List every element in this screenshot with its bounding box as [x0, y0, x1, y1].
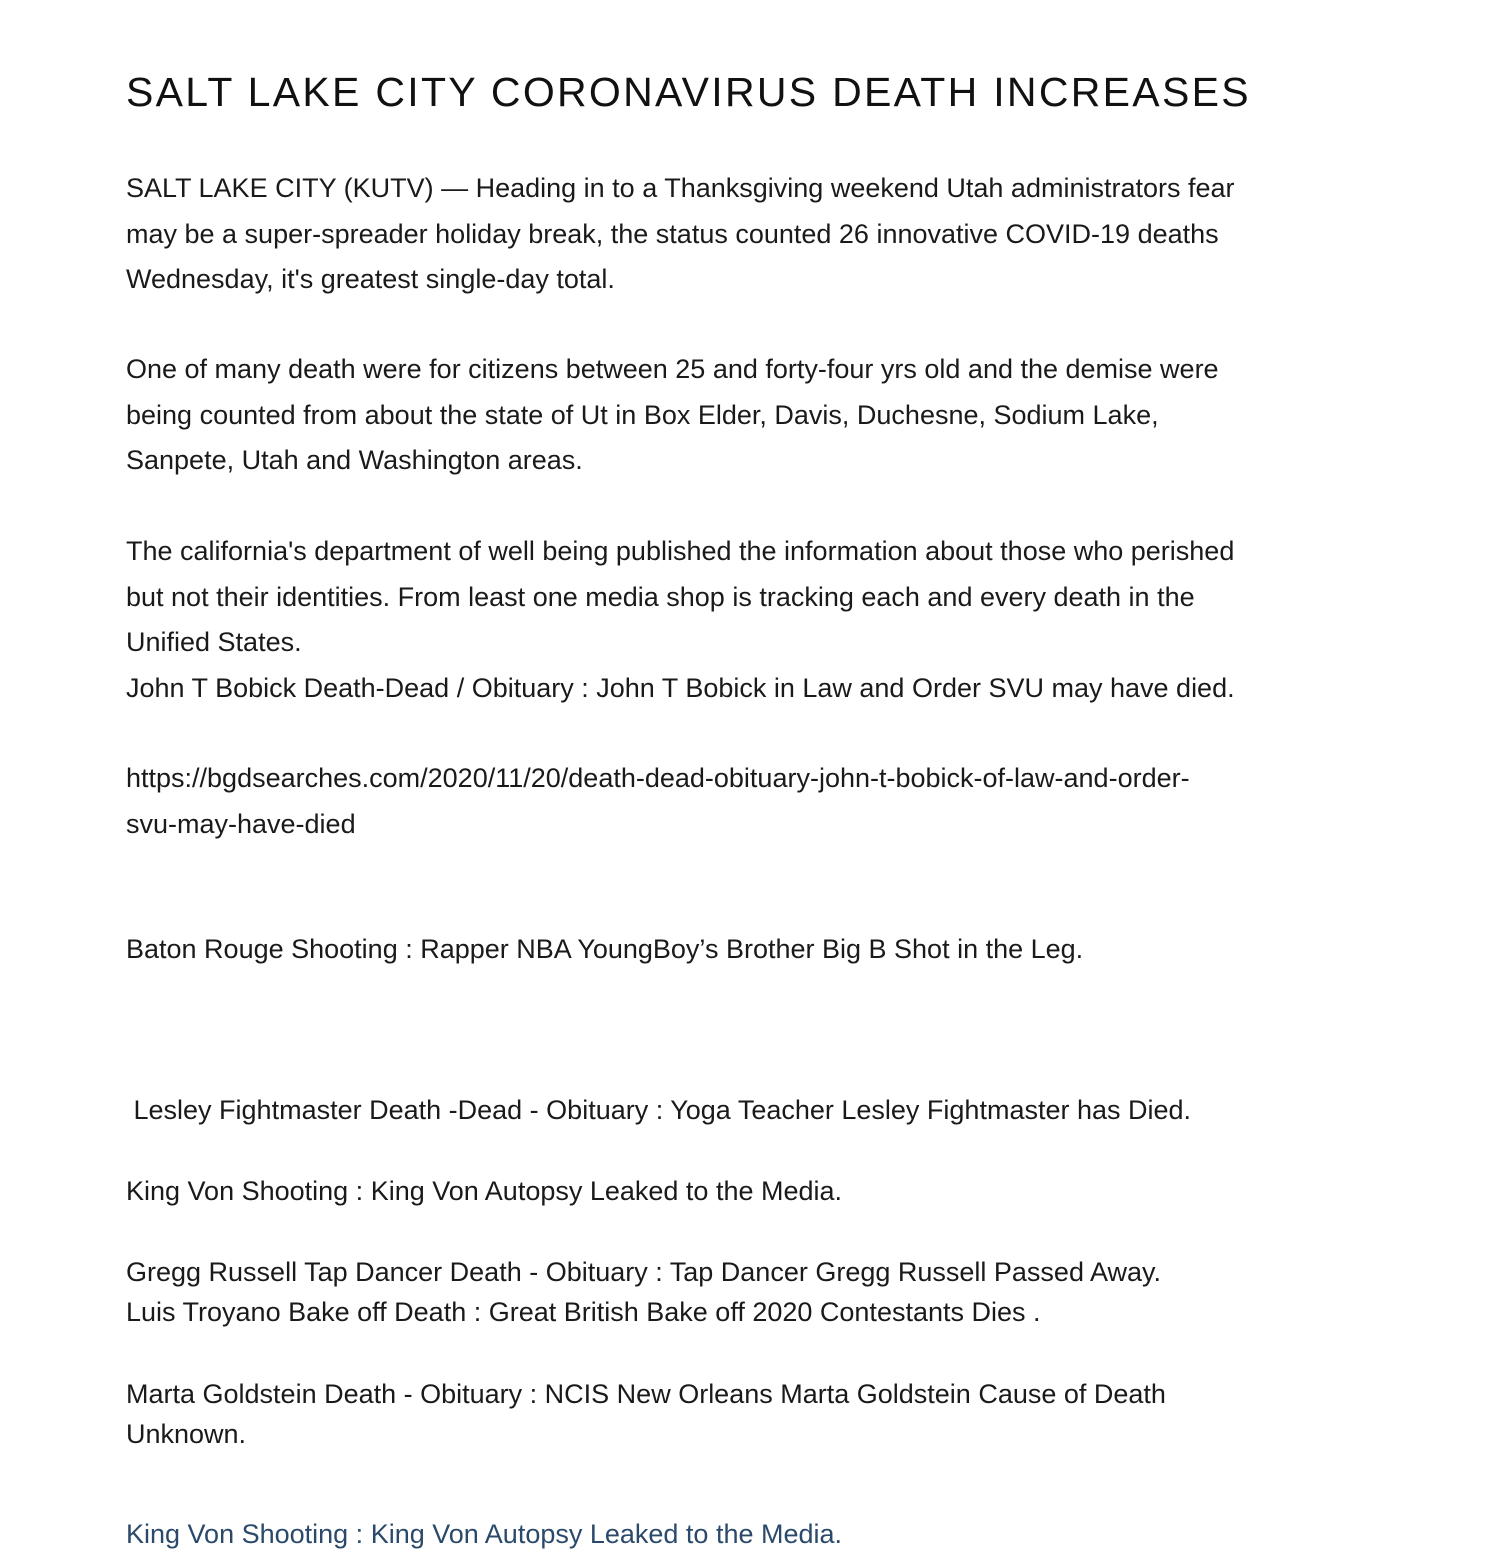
paragraph-2-line: being counted from about the state of Ut in Box Elder, Davis, Duchesne, Sodium Lake,	[126, 399, 1159, 430]
headline-marta-goldstein	[126, 1374, 1396, 1454]
headline-marta-line: Marta Goldstein Death - Obituary : NCIS New Orleans Marta Goldstein Cause of Death	[126, 1379, 1166, 1409]
paragraph-3	[126, 529, 1396, 711]
source-link-line[interactable]: svu-may-have-died	[126, 808, 356, 839]
headline-lesley-fightmaster: Lesley Fightmaster Death -Dead - Obituary : Yoga Teacher Lesley Fightmaster has Died.	[126, 1095, 1192, 1125]
paragraph-1	[126, 166, 1396, 303]
paragraph-3-line: Unified States.	[126, 627, 302, 657]
paragraph-2	[126, 347, 1396, 484]
article-title: SALT LAKE CITY CORONAVIRUS DEATH INCREASES	[126, 69, 1251, 115]
headline-marta-line: Unknown.	[126, 1419, 247, 1449]
paragraph-3-line: The california's department of well being published the information about those who perished	[126, 536, 1235, 566]
source-link[interactable]	[126, 756, 1396, 847]
headline-cut-off[interactable]: King Von Shooting : King Von Autopsy Leaked to the Media.	[126, 1519, 843, 1549]
paragraph-2-line: One of many death were for citizens between 25 and forty-four yrs old and the demise were	[126, 354, 1219, 384]
paragraph-1-line: Wednesday, it's greatest single-day total.	[126, 264, 615, 294]
paragraph-1-line: SALT LAKE CITY (KUTV) — Heading in to a Thanksgiving weekend Utah administrators fear	[126, 173, 1235, 203]
headline-baton-rouge: Baton Rouge Shooting : Rapper NBA YoungBoy’s Brother Big B Shot in the Leg.	[126, 934, 1084, 964]
headline-king-von: King Von Shooting : King Von Autopsy Leaked to the Media.	[126, 1176, 843, 1206]
headline-gregg-russell: Gregg Russell Tap Dancer Death - Obituary : Tap Dancer Gregg Russell Passed Away.	[126, 1257, 1162, 1287]
headline-luis-troyano: Luis Troyano Bake off Death : Great British Bake off 2020 Contestants Dies .	[126, 1297, 1041, 1327]
paragraph-3-line: John T Bobick Death-Dead / Obituary : John T Bobick in Law and Order SVU may have died.	[126, 672, 1235, 703]
paragraph-3-line: but not their identities. From least one media shop is tracking each and every death in the	[126, 581, 1195, 612]
source-link-line[interactable]: https://bgdsearches.com/2020/11/20/death-dead-obituary-john-t-bobick-of-law-and-order-	[126, 763, 1190, 793]
paragraph-2-line: Sanpete, Utah and Washington areas.	[126, 445, 583, 475]
paragraph-1-line: may be a super-spreader holiday break, the status counted 26 innovative COVID-19 deaths	[126, 218, 1219, 249]
